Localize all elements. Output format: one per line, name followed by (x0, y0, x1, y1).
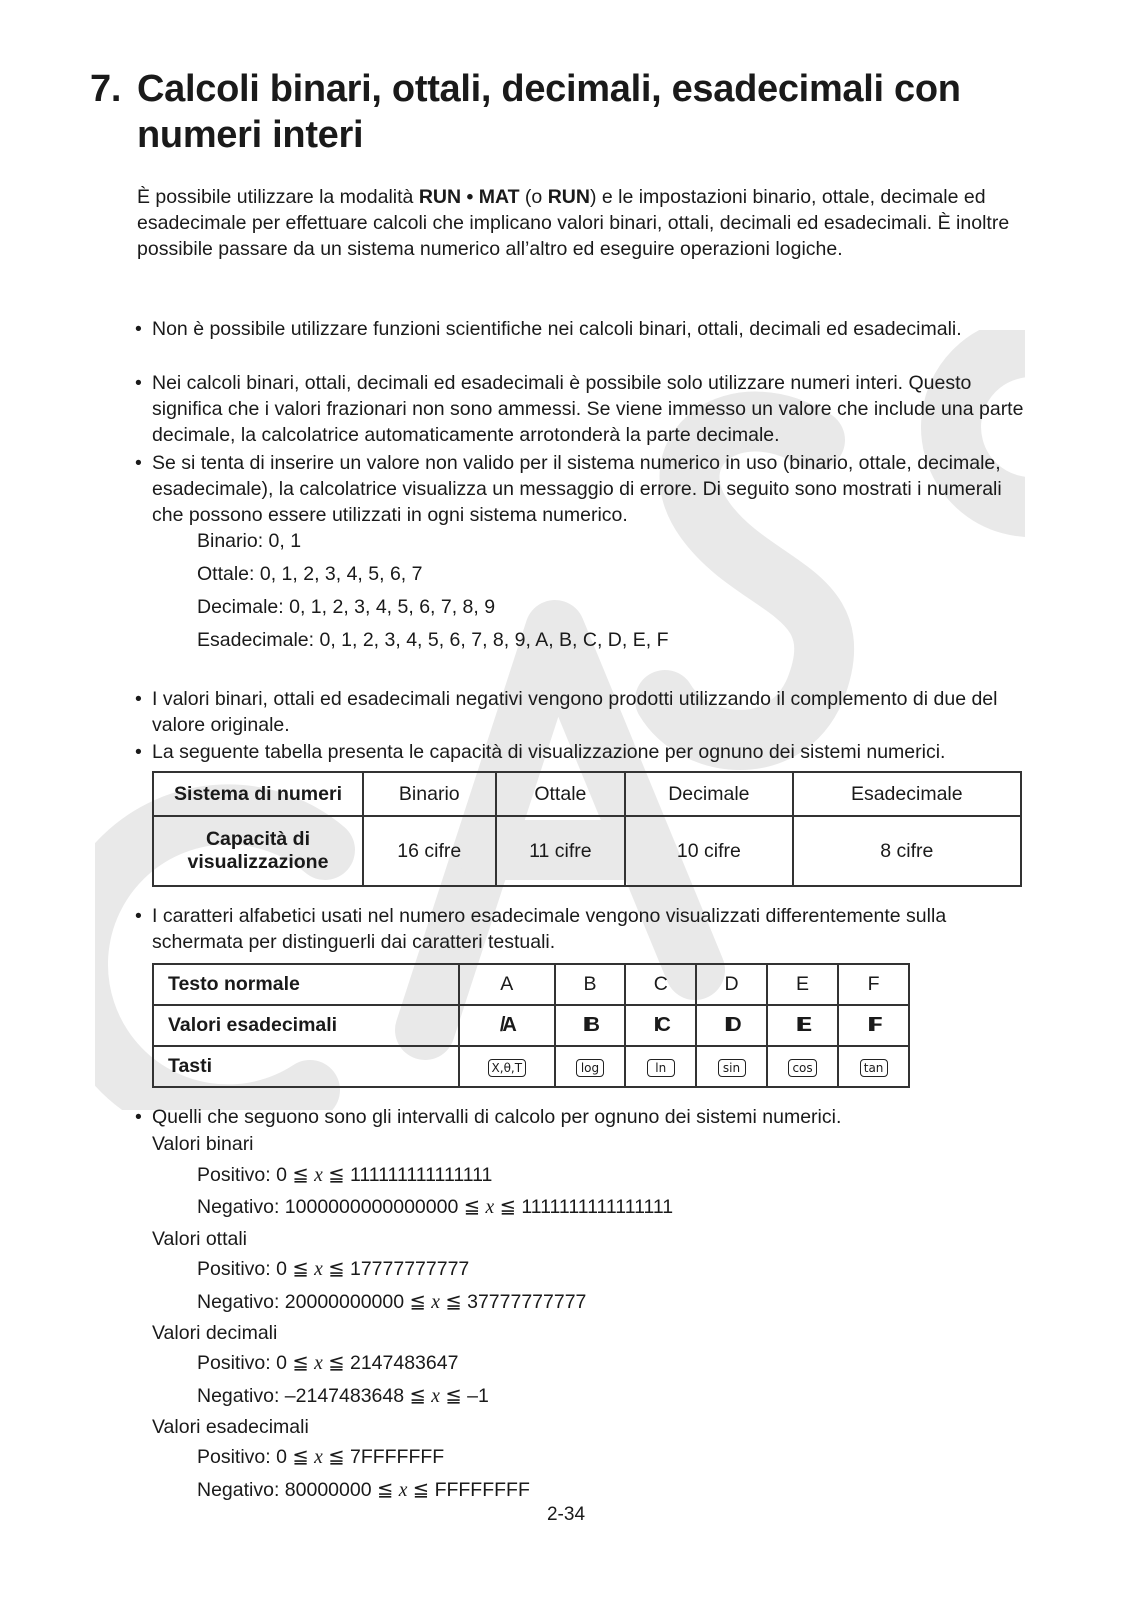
bullet-item (135, 686, 1035, 738)
mode-name-run-mat: RUN • MAT (418, 186, 520, 208)
bullet-text: I caratteri alfabetici usati nel numero esadecimale vengono visualizzati differentemente sulla schermata per distinguerli dai caratteri testuali. (152, 905, 947, 953)
table-row-label: Testo normale (153, 964, 459, 1005)
table-cell: 11 cifre (496, 816, 626, 886)
bullet-text: Quelli che seguono sono gli intervalli di calcolo per ognuno dei sistemi numerici. (152, 1106, 842, 1128)
table-cell: C (625, 964, 696, 1005)
hex-glyph: IC (653, 1014, 668, 1036)
range-positive: Positivo: 0 ≦ x ≦ 7FFFFFFF (197, 1446, 445, 1468)
table-cell (838, 1046, 909, 1087)
mode-name-run: RUN (547, 186, 590, 208)
table-header-cell: Esadecimale (793, 772, 1021, 816)
table-row (153, 772, 1021, 816)
key-sin-icon: sin (718, 1059, 746, 1077)
range-heading: Valori binari (152, 1133, 254, 1155)
hex-glyph: IB (583, 1014, 597, 1036)
table-row (153, 1005, 909, 1046)
table-row (153, 964, 909, 1005)
table-cell: B (555, 964, 626, 1005)
table-cell (696, 1046, 767, 1087)
bullet-item (135, 370, 1035, 448)
table-row-label: Capacità di visualizzazione (153, 816, 363, 886)
table-cell: F (838, 964, 909, 1005)
bullet-text: I valori binari, ottali ed esadecimali negativi vengono prodotti utilizzando il complemento di due del valore originale. (152, 688, 998, 736)
table-cell (555, 1046, 626, 1087)
table-cell: 10 cifre (625, 816, 792, 886)
table-row-label: Tasti (153, 1046, 459, 1087)
range-negative: Negativo: 20000000000 ≦ x ≦ 37777777777 (197, 1291, 587, 1313)
bullet-dot: • (135, 372, 142, 394)
bullet-dot: • (135, 452, 142, 474)
hex-glyph: ID (724, 1014, 739, 1036)
table-cell (696, 1005, 767, 1046)
hex-glyph: /A (499, 1014, 514, 1036)
bullet-item (135, 450, 1035, 528)
bullet-item (135, 739, 1035, 765)
table-header-cell: Sistema di numeri (153, 772, 363, 816)
numerals-binary: Binario: 0, 1 (197, 530, 302, 552)
table-cell (838, 1005, 909, 1046)
range-negative: Negativo: 1000000000000000 ≦ x ≦ 1111111111111111 (197, 1196, 674, 1218)
table-cell (625, 1005, 696, 1046)
table-row (153, 816, 1021, 886)
bullet-dot: • (135, 318, 142, 340)
table-cell (767, 1046, 838, 1087)
bullet-dot: • (135, 905, 142, 927)
range-heading: Valori ottali (152, 1228, 248, 1250)
key-log-icon: log (576, 1059, 604, 1077)
page-number: 2-34 (546, 1504, 586, 1525)
range-negative: Negativo: 80000000 ≦ x ≦ FFFFFFFF (197, 1479, 530, 1501)
table-cell: A (459, 964, 555, 1005)
table-cell: 16 cifre (363, 816, 496, 886)
table-header-cell: Binario (363, 772, 496, 816)
bullet-item (135, 1104, 1035, 1130)
display-capacity-table (152, 771, 1022, 887)
table-cell (555, 1005, 626, 1046)
table-row (153, 1046, 909, 1087)
numerals-decimal: Decimale: 0, 1, 2, 3, 4, 5, 6, 7, 8, 9 (197, 596, 496, 618)
table-row-label: Valori esadecimali (153, 1005, 459, 1046)
key-cos-icon: cos (788, 1059, 816, 1077)
range-heading: Valori decimali (152, 1322, 278, 1344)
range-heading: Valori esadecimali (152, 1416, 309, 1438)
range-positive: Positivo: 0 ≦ x ≦ 17777777777 (197, 1258, 470, 1280)
bullet-item (135, 316, 1035, 342)
bullet-text: Se si tenta di inserire un valore non valido per il sistema numerico in uso (binario, ottale, decimale, esadecimale), la calcolatrice visualizza un messaggio di errore. Di seguito sono mostrati i numerali che possono essere utilizzati in ogni sistema numerico. (152, 452, 1002, 526)
table-cell: 8 cifre (793, 816, 1021, 886)
key-xthetat-icon: X,θ,T (488, 1059, 527, 1077)
table-cell (459, 1046, 555, 1087)
section-number: 7. (90, 68, 122, 110)
bullet-text: Non è possibile utilizzare funzioni scientifiche nei calcoli binari, ottali, decimali ed esadecimali. (152, 318, 962, 340)
hex-characters-table (152, 963, 910, 1088)
table-header-cell: Decimale (625, 772, 792, 816)
bullet-dot: • (135, 1106, 142, 1128)
numerals-hexadecimal: Esadecimale: 0, 1, 2, 3, 4, 5, 6, 7, 8, 9, A, B, C, D, E, F (197, 629, 669, 651)
hex-glyph: IF (867, 1014, 880, 1036)
range-positive: Positivo: 0 ≦ x ≦ 111111111111111 (197, 1164, 493, 1186)
range-negative: Negativo: –2147483648 ≦ x ≦ –1 (197, 1385, 489, 1407)
key-tan-icon: tan (860, 1059, 888, 1077)
numerals-octal: Ottale: 0, 1, 2, 3, 4, 5, 6, 7 (197, 563, 423, 585)
table-cell (459, 1005, 555, 1046)
table-cell: E (767, 964, 838, 1005)
table-cell: D (696, 964, 767, 1005)
bullet-item (135, 903, 1035, 955)
intro-paragraph: È possibile utilizzare la modalità RUN • MAT (o RUN) e le impostazioni binario, ottale, decimale ed esadecimale per effettuare calcoli che implicano valori binari, ottali, decimali ed esadecimali. È inoltre possibile passare da un sistema numerico all’altro ed eseguire operazioni logiche. (137, 186, 1010, 260)
section-title: Calcoli binari, ottali, decimali, esadecimali con numeri interi (137, 68, 961, 156)
table-header-cell: Ottale (496, 772, 626, 816)
bullet-text: Nei calcoli binari, ottali, decimali ed esadecimali è possibile solo utilizzare numeri interi. Questo significa che i valori frazionari non sono ammessi. Se viene immesso un valore che include una parte decimale, la calcolatrice automaticamente arrotonderà la parte decimale. (152, 372, 1024, 446)
range-positive: Positivo: 0 ≦ x ≦ 2147483647 (197, 1352, 459, 1374)
table-cell (625, 1046, 696, 1087)
table-cell (767, 1005, 838, 1046)
bullet-dot: • (135, 688, 142, 710)
key-ln-icon: ln (647, 1059, 675, 1077)
hex-glyph: IE (796, 1014, 809, 1036)
bullet-dot: • (135, 741, 142, 763)
bullet-text: La seguente tabella presenta le capacità di visualizzazione per ognuno dei sistemi numerici. (152, 741, 946, 763)
